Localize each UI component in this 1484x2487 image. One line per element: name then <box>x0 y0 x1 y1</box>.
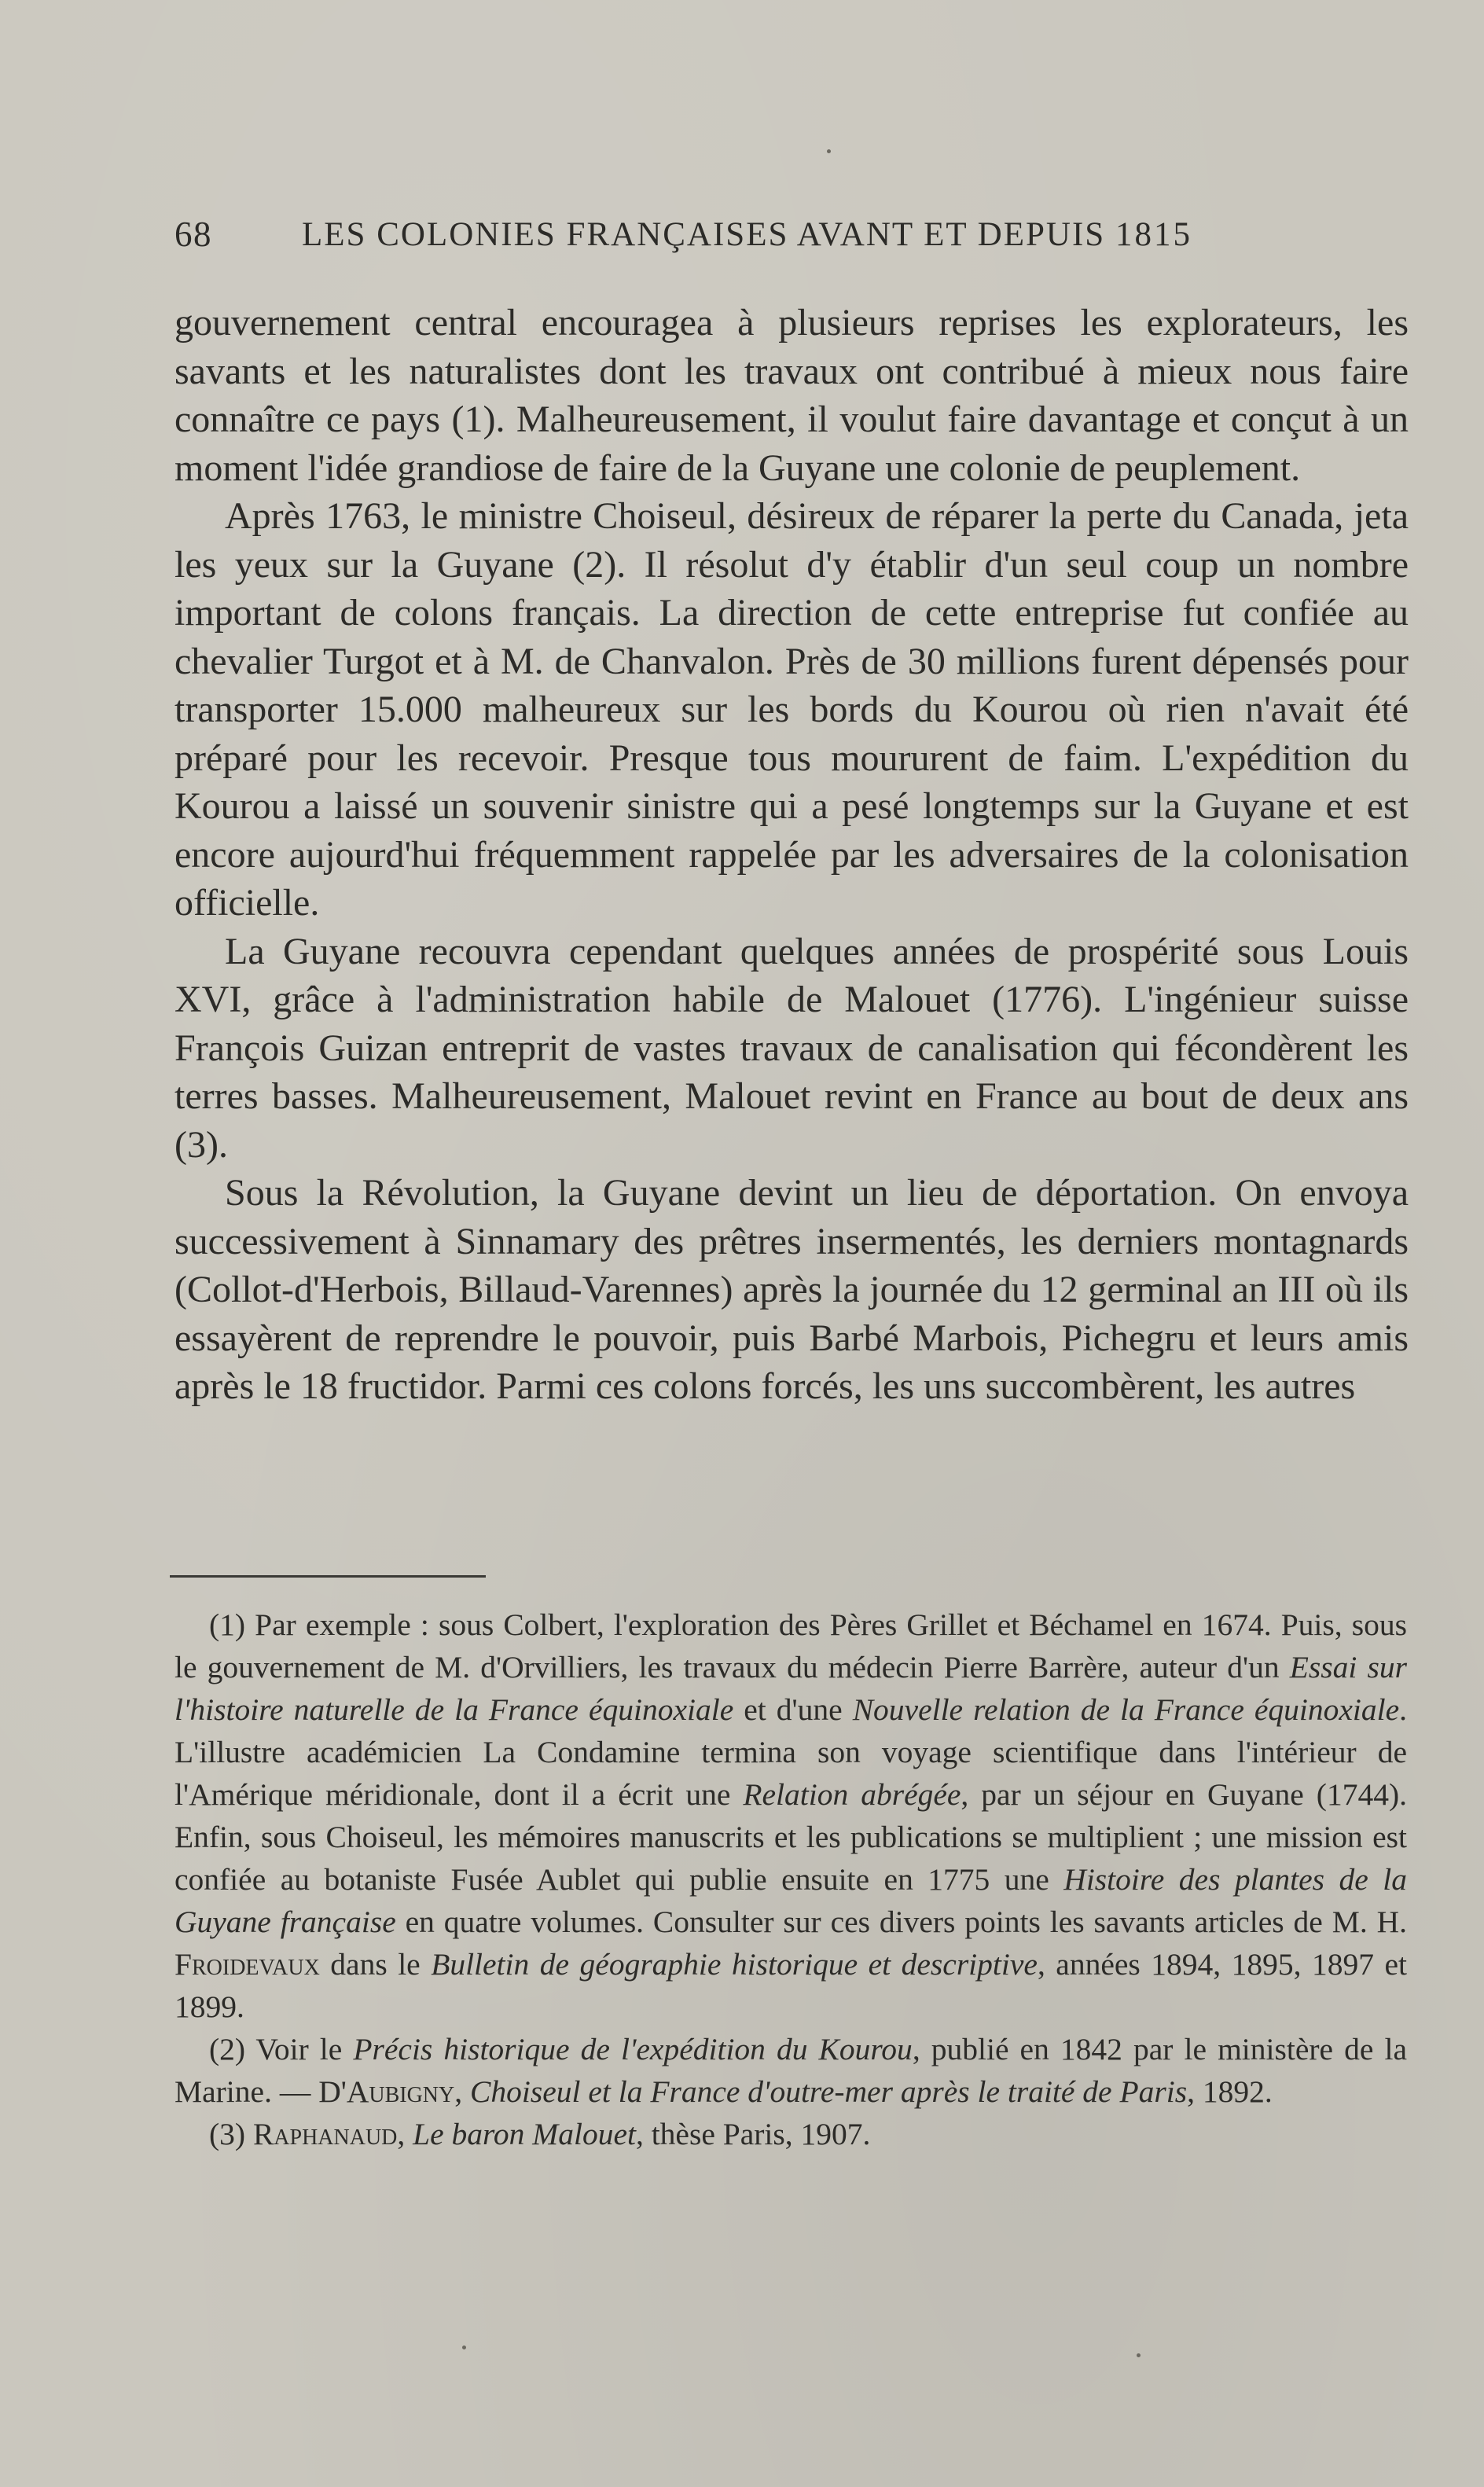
running-title <box>302 215 1192 254</box>
paper-speck <box>827 149 831 153</box>
footnotes <box>174 1604 1407 2155</box>
footnote-2-text: (2) Voir le <box>209 2032 354 2066</box>
paragraph-4: Sous la Révolution, la Guyane devint un lieu de déportation. On envoya successivement à Sinnamary des prêtres insermentés, les derniers montagnards (Collot-d'Herbois, Billaud-Varennes) après la journée du 12 germinal an III où ils essayèrent de reprendre le pouvoir, puis Barbé Marbois, Pichegru et leurs amis après le 18 fructidor. Parmi ces colons forcés, les uns succombèrent, les autres <box>174 1172 1409 1407</box>
footnote-1-text: , par un séjour en Guyane (1744). Enfin, sous Choiseul, les mémoires manuscrits et les publications se multiplient ; une mission est confiée au botaniste Fusée Aublet qui publie ensuite en 1775 une <box>174 1777 1407 1897</box>
footnote-3-title: Le baron Malouet <box>413 2117 636 2151</box>
footnote-3-text: , thèse Paris, 1907. <box>635 2117 871 2151</box>
footnote-3-author: Raphanaud <box>252 2117 398 2151</box>
footnote-2-text: , 1892. <box>1187 2074 1273 2109</box>
footnote-2-author: Aubigny <box>346 2074 455 2109</box>
footnote-1-text: en quatre volumes. Consulter sur ces divers points les savants articles de M. H. <box>395 1905 1407 1939</box>
footnote-1-text: , années 1894, 1895, 1897 et 1899. <box>174 1947 1408 2024</box>
footnote-1 <box>174 1604 1407 2028</box>
footnote-1-text: (1) Par exemple : sous Colbert, l'exploration des Pères Grillet et Béchamel en 1674. Puis, sous le gouvernement de M. d'Orvilliers, les travaux du médecin Pierre Barrère, auteur d'un <box>174 1607 1407 1684</box>
running-title-text: LES COLONIES FRANÇAISES AVANT ET DEPUIS <box>302 216 1106 253</box>
footnote-separator <box>170 1575 486 1578</box>
paper-speck <box>1137 2353 1141 2357</box>
footnote-1-title-essai: Essai sur l'histoire naturelle de la France équinoxiale <box>174 1650 1407 1727</box>
footnote-1-title-nouvelle-relation: Nouvelle relation de la France équinoxiale <box>852 1692 1400 1727</box>
page-number: 68 <box>174 215 212 254</box>
footnote-3-text: (3) <box>209 2117 253 2151</box>
footnote-3 <box>174 2113 1407 2155</box>
main-text <box>174 299 1409 1411</box>
footnote-2-title-choiseul: Choiseul et la France d'outre-mer après le traité de Paris <box>470 2074 1188 2109</box>
paragraph-1: gouvernement central encouragea à plusieurs reprises les explorateurs, les savants et les naturalistes dont les travaux ont contribué à mieux nous faire connaître ce pays (1). Malheureusement, il voulut faire davantage et conçut à un moment l'idée grandiose de faire de la Guyane une colonie de peuplement. <box>174 302 1409 489</box>
footnote-1-text: . L'illustre académicien La Condamine termina son voyage scientifique dans l'intérieur de l'Amérique méridionale, dont il a écrit une <box>174 1692 1408 1812</box>
footnote-2-text: , publié en 1842 par le ministère de la Marine. — D' <box>174 2032 1407 2109</box>
footnote-1-text: et d'une <box>733 1692 853 1727</box>
footnote-3-text: , <box>397 2117 413 2151</box>
footnote-1-title-histoire-plantes: Histoire des plantes de la Guyane française <box>174 1862 1407 1939</box>
footnote-1-title-bulletin: Bulletin de géographie historique et descriptive <box>431 1947 1038 1982</box>
paper-speck <box>462 2346 466 2349</box>
footnote-2-text: , <box>454 2074 471 2109</box>
footnote-1-text: dans le <box>319 1947 432 1982</box>
footnote-1-title-relation-abregee: Relation abrégée <box>743 1777 961 1812</box>
footnote-2 <box>174 2028 1407 2113</box>
running-title-year: 1815 <box>1115 216 1192 253</box>
page-header <box>174 206 1291 261</box>
paragraph-2: Après 1763, le ministre Choiseul, désireux de réparer la perte du Canada, jeta les yeux sur la Guyane (2). Il résolut d'y établir d'un seul coup un nombre important de colons français. La direction de cette entreprise fut confiée au chevalier Turgot et à M. de Chanvalon. Près de 30 millions furent dépensés pour transporter 15.000 malheureux sur les bords du Kourou où rien n'avait été préparé pour les recevoir. Presque tous moururent de faim. L'expédition du Kourou a laissé un souvenir sinistre qui a pesé longtemps sur la Guyane et est encore aujourd'hui fréquemment rappelée par les adversaires de la colonisation officielle. <box>174 495 1409 924</box>
footnote-1-author: Froidevaux <box>174 1947 320 1982</box>
footnote-2-title-precis: Précis historique de l'expédition du Kourou <box>353 2032 913 2066</box>
paragraph-3: La Guyane recouvra cependant quelques années de prospérité sous Louis XVI, grâce à l'administration habile de Malouet (1776). L'ingénieur suisse François Guizan entreprit de vastes travaux de canalisation qui fécondèrent les terres basses. Malheureusement, Malouet revint en France au bout de deux ans (3). <box>174 930 1409 1166</box>
